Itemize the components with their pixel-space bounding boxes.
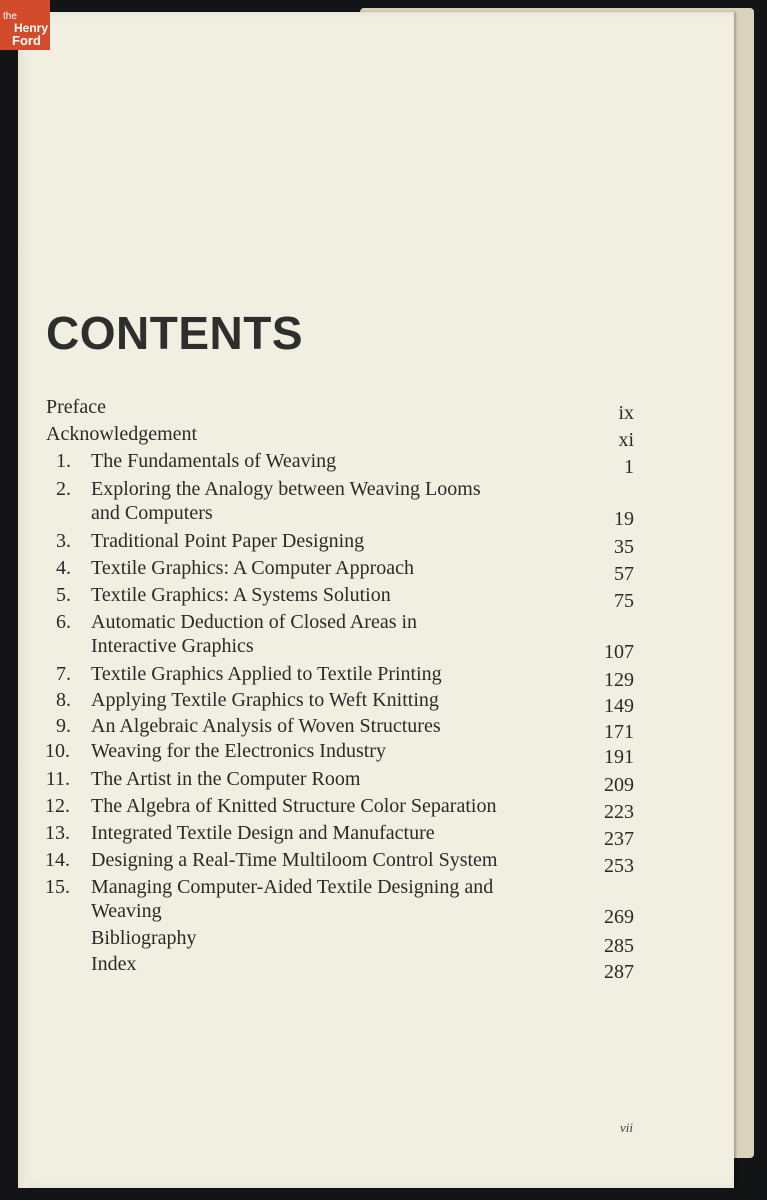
toc-entry-number: 8. [56, 689, 71, 711]
toc-entry-page: 287 [604, 961, 634, 983]
toc-entry-page: 19 [614, 508, 634, 530]
logo-ford: Ford [12, 33, 41, 48]
toc-entry-title: The Artist in the Computer Room [91, 768, 361, 790]
henry-ford-logo [0, 0, 50, 50]
toc-entry-title: Managing Computer-Aided Textile Designing and [91, 876, 494, 898]
table-of-contents [18, 12, 734, 1188]
toc-entry-number: 6. [56, 611, 71, 633]
toc-entry-title: Automatic Deduction of Closed Areas in [91, 611, 418, 633]
toc-entry-number: 15. [45, 876, 70, 898]
toc-entry-number: 4. [56, 557, 71, 579]
toc-entry-page: 57 [614, 563, 634, 585]
toc-entry-page: 171 [604, 721, 634, 743]
toc-entry-number: 2. [56, 478, 71, 500]
toc-entry-number: 1. [56, 450, 71, 472]
toc-entry-number: 7. [56, 663, 71, 685]
toc-entry-number: 12. [45, 795, 70, 817]
toc-entry-page: 209 [604, 774, 634, 796]
toc-entry-page: 269 [604, 906, 634, 928]
toc-entry-page: 1 [624, 456, 634, 478]
toc-entry-number: 3. [56, 530, 71, 552]
toc-entry-title: Interactive Graphics [91, 635, 254, 657]
toc-entry-title: Weaving for the Electronics Industry [91, 740, 386, 762]
logo-henry: Henry [14, 21, 49, 35]
toc-entry-number: 13. [45, 822, 70, 844]
toc-entry-page: 107 [604, 641, 634, 663]
toc-entry-page: ix [618, 402, 634, 424]
toc-entry-title: Designing a Real-Time Multiloom Control System [91, 849, 498, 871]
toc-entry-page: 223 [604, 801, 634, 823]
toc-entry-number: 9. [56, 715, 71, 737]
toc-entry-title: The Algebra of Knitted Structure Color Separation [91, 795, 497, 817]
toc-entry-page: 35 [614, 536, 634, 558]
contents-heading: CONTENTS [46, 307, 303, 359]
toc-entry-title: Preface [46, 396, 106, 418]
toc-entry-title: Textile Graphics Applied to Textile Printing [91, 663, 442, 685]
toc-entry-page: 191 [604, 746, 634, 768]
toc-entry-title: Acknowledgement [46, 423, 198, 445]
toc-entry-title: An Algebraic Analysis of Woven Structures [91, 715, 441, 737]
toc-entry-number: 10. [45, 740, 70, 762]
toc-entry-title: Applying Textile Graphics to Weft Knitting [91, 689, 439, 711]
toc-entry-page: 129 [604, 669, 634, 691]
toc-entry-title: Textile Graphics: A Computer Approach [91, 557, 414, 579]
toc-entry-title: Bibliography [91, 927, 197, 949]
page-folio: vii [620, 1120, 633, 1135]
toc-entry-page: xi [618, 429, 634, 451]
toc-entry-title: Traditional Point Paper Designing [91, 530, 365, 552]
toc-entry-number: 11. [45, 768, 70, 790]
toc-entry-number: 5. [56, 584, 71, 606]
toc-entry-title: Exploring the Analogy between Weaving Looms [91, 478, 481, 500]
toc-entry-title: Index [91, 953, 137, 975]
toc-entry-title: Textile Graphics: A Systems Solution [91, 584, 391, 606]
book-page [18, 12, 734, 1188]
logo-the: the [3, 11, 17, 22]
toc-entry-page: 75 [614, 590, 634, 612]
toc-entry-title: and Computers [91, 502, 213, 524]
toc-entry-title: The Fundamentals of Weaving [91, 450, 337, 472]
toc-entry-title: Integrated Textile Design and Manufacture [91, 822, 435, 844]
toc-entry-page: 237 [604, 828, 634, 850]
toc-entry-page: 285 [604, 935, 634, 957]
toc-entry-page: 253 [604, 855, 634, 877]
toc-entry-title: Weaving [91, 900, 162, 922]
toc-entry-number: 14. [45, 849, 70, 871]
toc-entry-page: 149 [604, 695, 634, 717]
